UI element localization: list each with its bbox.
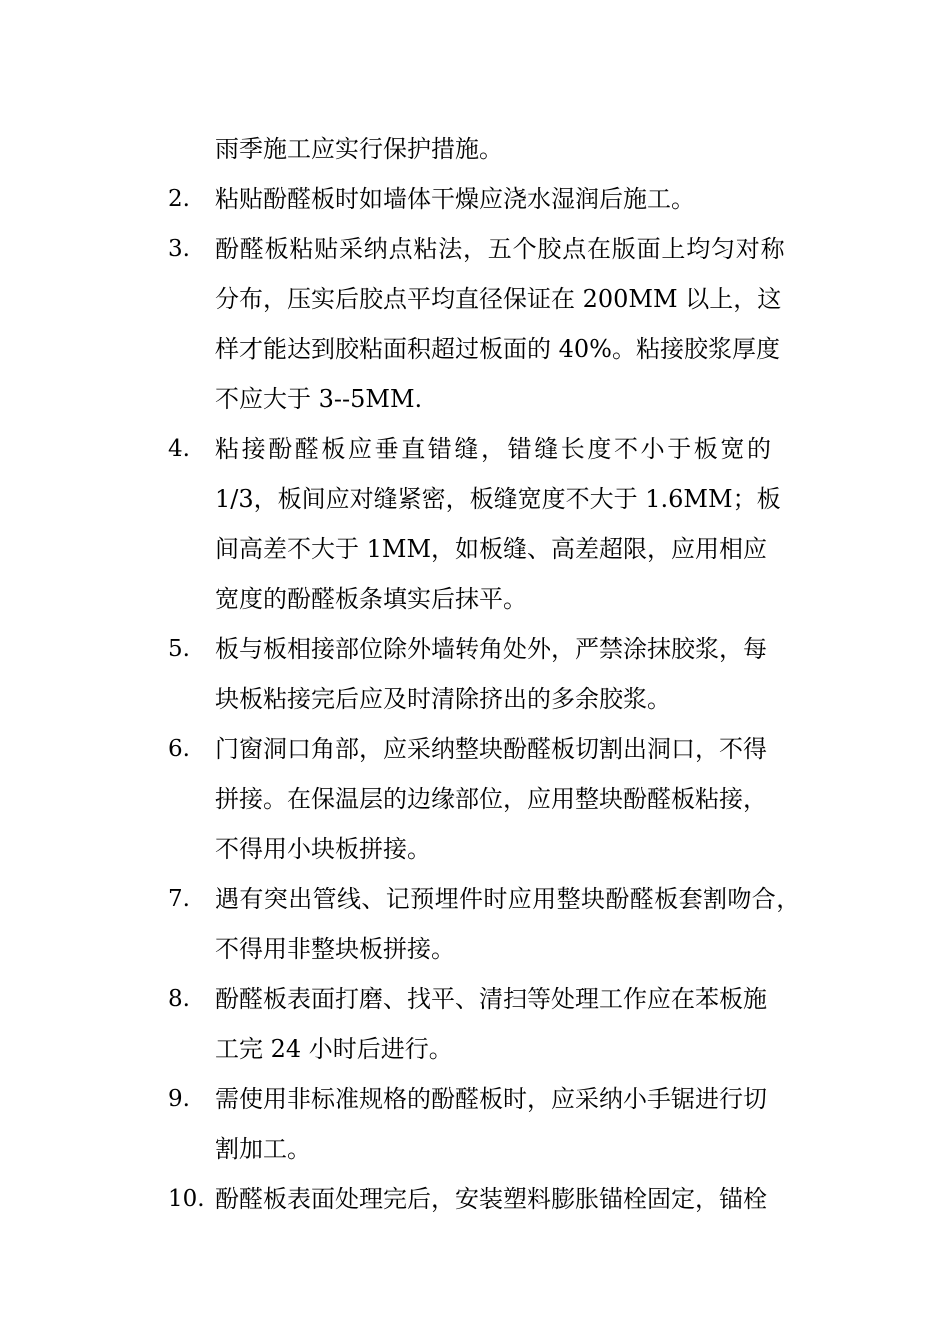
list-item-number: 7. — [168, 886, 190, 912]
list-item-text: 板与板相接部位除外墙转角处外，严禁涂抹胶浆，每 — [215, 635, 767, 663]
list-item-text: 粘贴酚醛板时如墙体干燥应浇水湿润后施工。 — [215, 185, 695, 213]
list-item-number: 2. — [168, 186, 190, 212]
list-item-number: 4. — [168, 436, 190, 462]
list-item-text: 样才能达到胶粘面积超过板面的 40%。粘接胶浆厚度 — [215, 335, 780, 363]
list-item-text: 间高差不大于 1MM，如板缝、高差超限，应用相应 — [215, 535, 768, 563]
list-item-text: 酚醛板粘贴采纳点粘法，五个胶点在版面上均匀对称 — [215, 235, 786, 263]
list-item-text: 分布，压实后胶点平均直径保证在 200MM 以上，这 — [215, 285, 782, 313]
list-item-text: 不得用非整块板拼接。 — [215, 935, 455, 963]
list-item-number: 8. — [168, 986, 190, 1012]
list-item-text: 不应大于 3--5MM. — [215, 385, 423, 413]
list-item-text: 遇有突出管线、记预埋件时应用整块酚醛板套割吻合， — [215, 885, 801, 913]
list-item-text: 需使用非标准规格的酚醛板时，应采纳小手锯进行切 — [215, 1085, 767, 1113]
list-item-text: 工完 24 小时后进行。 — [215, 1035, 453, 1063]
list-item-number: 3. — [168, 236, 190, 262]
list-item-text: 宽度的酚醛板条填实后抹平。 — [215, 585, 527, 613]
list-item-text: 拼接。在保温层的边缘部位，应用整块酚醛板粘接， — [215, 785, 767, 813]
list-item-text: 块板粘接完后应及时清除挤出的多余胶浆。 — [215, 685, 671, 713]
list-item-text: 1/3，板间应对缝紧密，板缝宽度不大于 1.6MM；板 — [215, 485, 781, 513]
list-item-text: 酚醛板表面处理完后，安装塑料膨胀锚栓固定，锚栓 — [215, 1185, 767, 1213]
list-item-text: 割加工。 — [215, 1135, 311, 1163]
list-item-number: 5. — [168, 636, 190, 662]
list-item-text: 粘接酚醛板应垂直错缝，错缝长度不小于板宽的 — [215, 435, 774, 463]
list-item-number: 9. — [168, 1086, 190, 1112]
list-item-text: 门窗洞口角部，应采纳整块酚醛板切割出洞口，不得 — [215, 735, 767, 763]
continuation-line: 雨季施工应实行保护措施。 — [215, 135, 503, 163]
list-item-text: 酚醛板表面打磨、找平、清扫等处理工作应在苯板施 — [215, 985, 767, 1013]
list-item-number: 10. — [168, 1186, 205, 1212]
list-item-text: 不得用小块板拼接。 — [215, 835, 431, 863]
list-item-number: 6. — [168, 736, 190, 762]
